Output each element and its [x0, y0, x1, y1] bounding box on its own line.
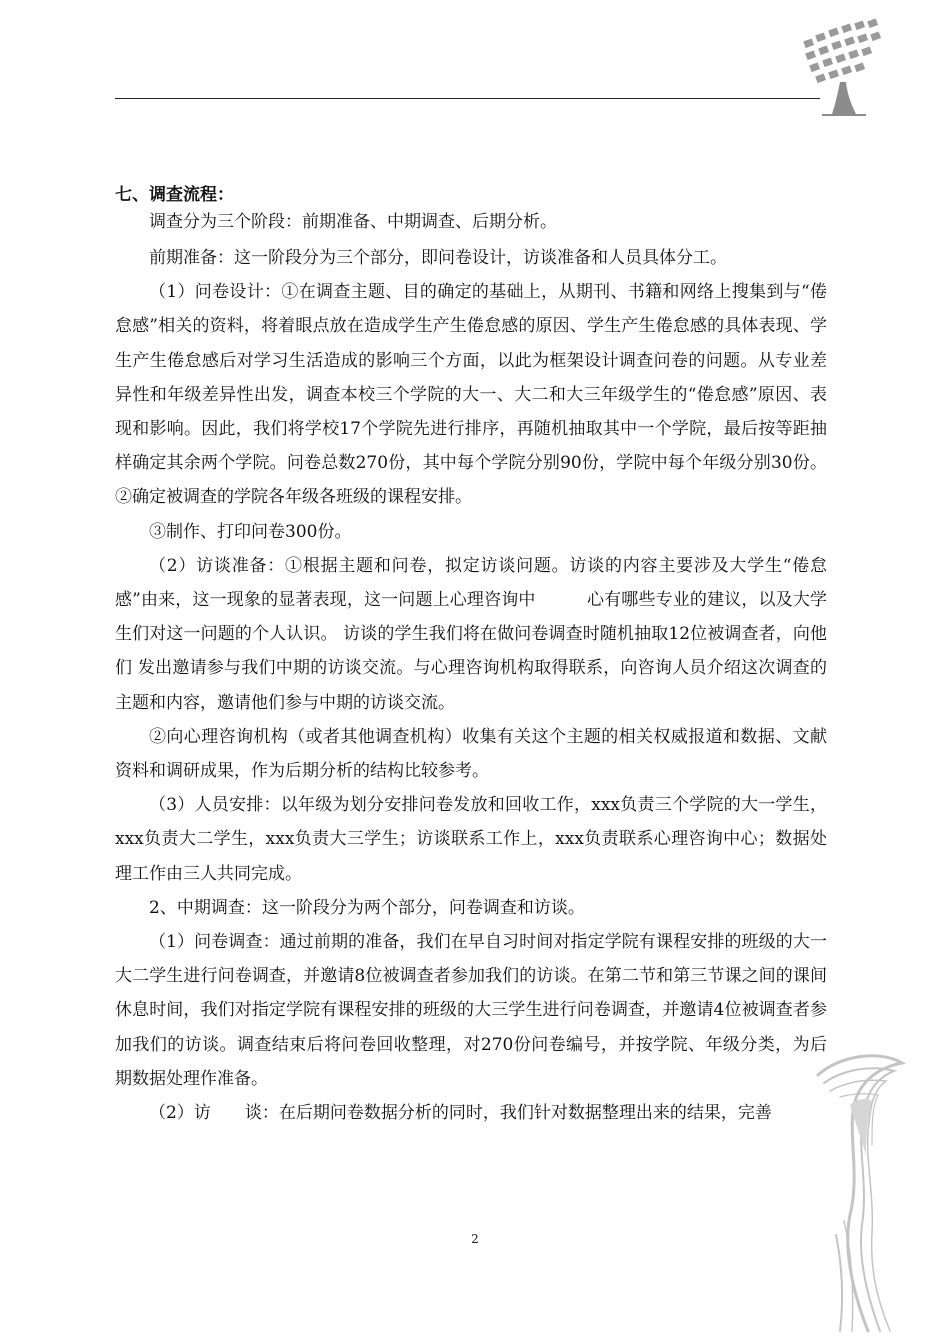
tree-logo-icon [792, 18, 902, 118]
paragraph-staffing: （3）人员安排：以年级为划分安排问卷发放和回收工作，xxx负责三个学院的大一学生，xxx负责大二学生，xxx负责大三学生；访谈联系工作上，xxx负责联系心理咨询中心；数据处理工作由三人共同完成。 [115, 795, 827, 884]
paragraph-print: ③制作、打印问卷300份。 [149, 521, 352, 542]
paragraph-preparation: 前期准备：这一阶段分为三个部分，即问卷设计，访谈准备和人员具体分工。 [149, 248, 727, 268]
paragraph-interview-prep: （2）访谈准备：①根据主题和问卷，拟定访谈问题。访谈的内容主要涉及大学生“倦怠感”由来，这一现象的显著表现，这一问题上心理咨询中 心有哪些专业的建议，以及大学生们对这一问题的个人认识。 访谈的学生我们将在做问卷调查时随机抽取12位被调查者，向他们 发出邀请参与我们中期的访谈交流。与心理咨询机构取得联系，向咨询人员介绍这次调查的主题和内容，邀请他们参与中期的访谈交流。 [115, 555, 827, 713]
header-rule [115, 98, 820, 99]
page-number: 2 [471, 1232, 479, 1246]
section-heading: 七、调查流程： [115, 185, 234, 205]
paragraph-questionnaire-design: （1）问卷设计：①在调查主题、目的确定的基础上，从期刊、书籍和网络上搜集到与“倦怠感”相关的资料，将着眼点放在造成学生产生倦怠感的原因、学生产生倦怠感的具体表现、学生产生倦怠感后对学习生活造成的影响三个方面，以此为框架设计调查问卷的问题。从专业差异性和年级差异性出发，调查本校三个学院的大一、大二和大三年级学生的“倦怠感”原因、表现和影响。因此，我们将学校17个学院先进行排序，再随机抽取其中一个学院，最后按等距抽样确定其余两个学院。问卷总数270份，其中每个学院分别90份，学院中每个年级分别30份。②确定被调查的学院各年级各班级的课程安排。 [115, 282, 827, 508]
document-body [115, 184, 827, 1130]
paragraph-mid-survey: 2、中期调查：这一阶段分为两个部分，问卷调查和访谈。 [149, 897, 585, 918]
decorative-swirl-icon [810, 1035, 910, 1335]
paragraph-interview: （2）访 谈：在后期问卷数据分析的同时，我们针对数据整理出来的结果，完善 [149, 1103, 772, 1124]
paragraph-overview: 调查分为三个阶段：前期准备、中期调查、后期分析。 [149, 212, 557, 232]
paragraph-questionnaire-survey: （1）问卷调查：通过前期的准备，我们在早自习时间对指定学院有课程安排的班级的大一大二学生进行问卷调查，并邀请8位被调查者参加我们的访谈。在第二节和第三节课之间的课间休息时间，我们对指定学院有课程安排的班级的大三学生进行问卷调查，并邀请4位被调查者参加我们的访谈。调查结束后将问卷回收整理，对270份问卷编号，并按学院、年级分类，为后期数据处理作准备。 [115, 932, 827, 1089]
paragraph-collect-materials: ②向心理咨询机构（或者其他调查机构）收集有关这个主题的相关权威报道和数据、文献资料和调研成果，作为后期分析的结构比较参考。 [115, 726, 827, 782]
